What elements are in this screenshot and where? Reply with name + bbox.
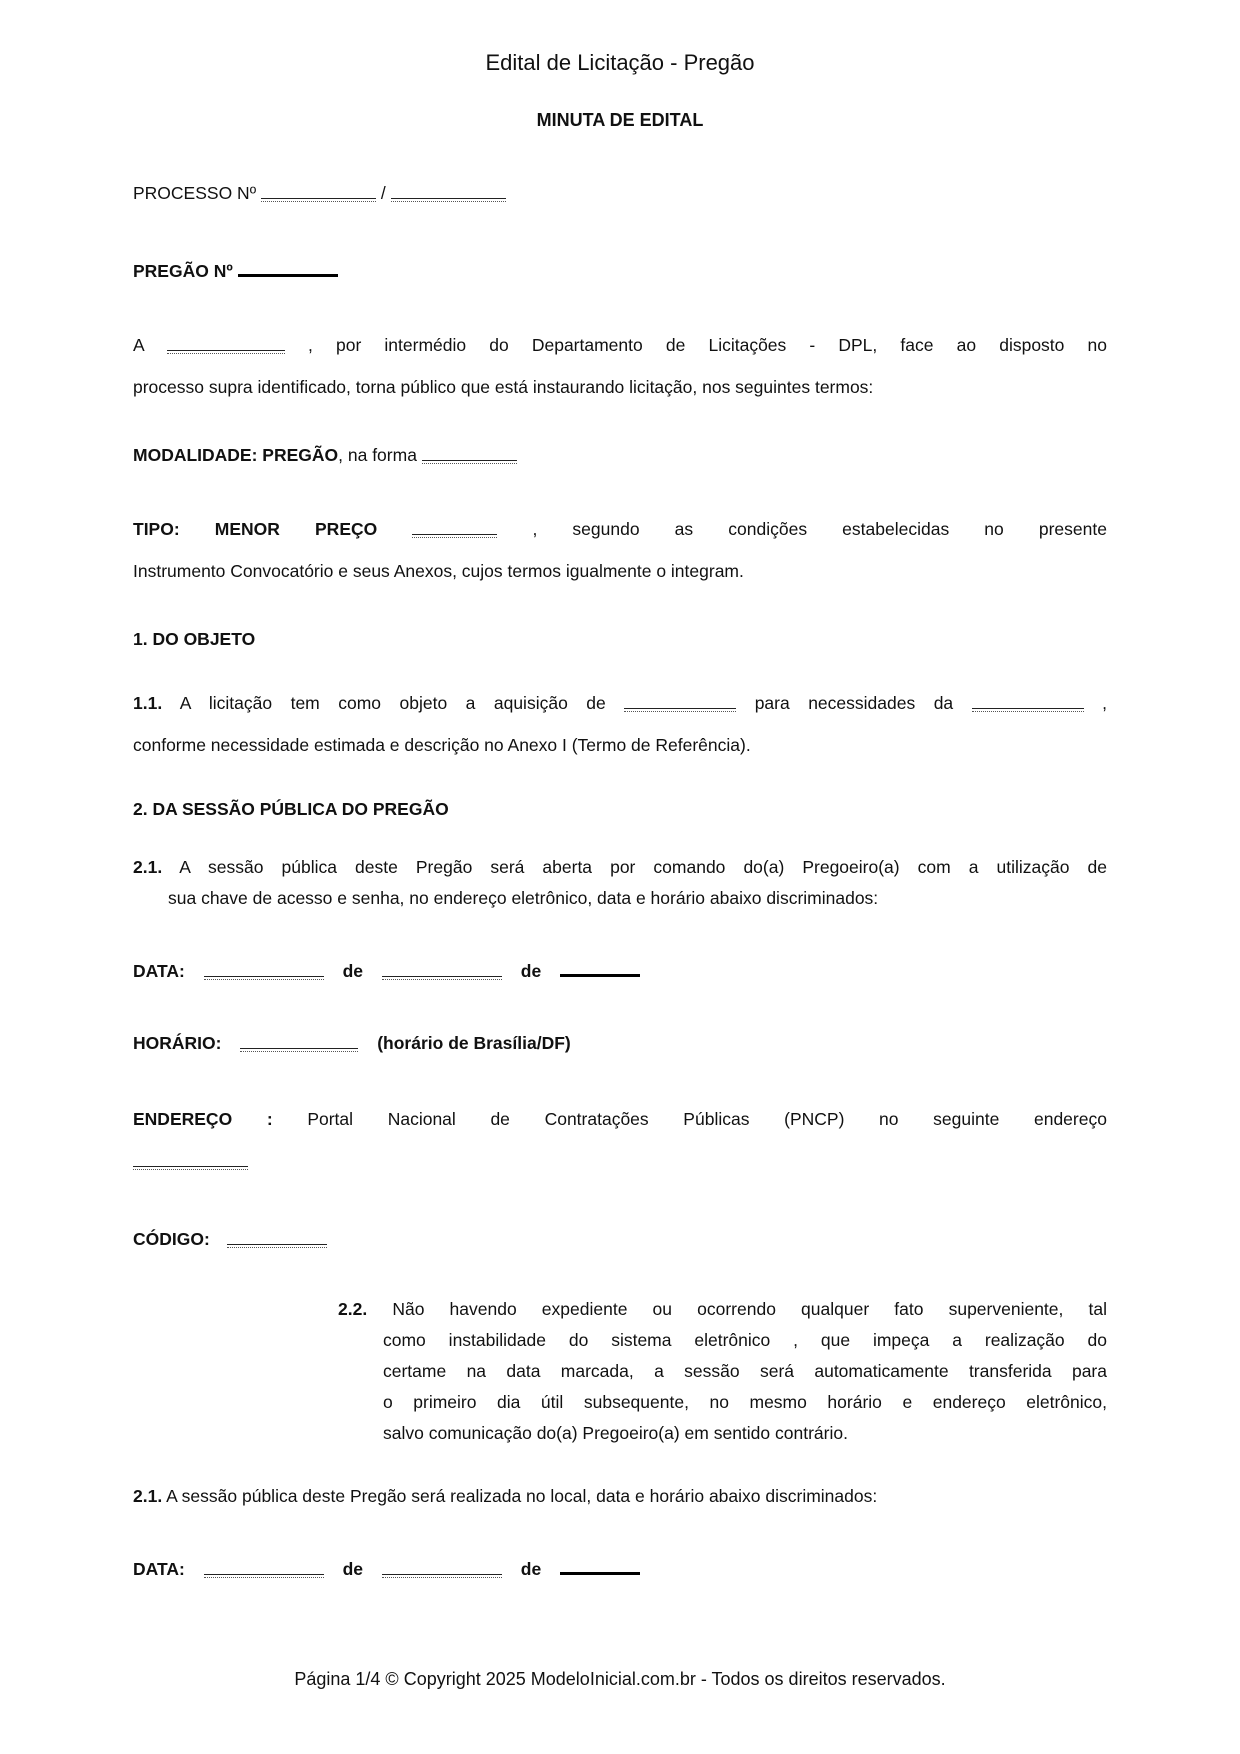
- necessidades-blank[interactable]: [972, 695, 1084, 709]
- horario-label: HORÁRIO:: [133, 1033, 222, 1053]
- processo-line: [133, 172, 1107, 214]
- intro-prefix: A: [133, 335, 144, 355]
- horario-suffix: (horário de Brasília/DF): [377, 1033, 571, 1053]
- objeto-blank[interactable]: [624, 695, 736, 709]
- endereco-line-1: [133, 1098, 1107, 1140]
- tipo-label: TIPO: MENOR PREÇO: [133, 519, 378, 539]
- clause-2-1-repeat-text: A sessão pública deste Pregão será realizada no local, data e horário abaixo discriminados:: [166, 1486, 878, 1506]
- clause-2-1-text: A sessão pública deste Pregão será aberta por comando do(a) Pregoeiro(a) com a utilização de: [179, 857, 1107, 877]
- clause-1-1-line-1: [133, 682, 1107, 724]
- tipo-blank[interactable]: [412, 521, 497, 535]
- clause-1-1-text-b: para necessidades da: [754, 693, 954, 713]
- endereco-blank[interactable]: [133, 1153, 248, 1167]
- codigo-label: CÓDIGO:: [133, 1229, 210, 1249]
- endereco-line-2: [133, 1140, 1107, 1182]
- horario-line: [133, 1022, 1107, 1064]
- data-2-de-1: de: [342, 1559, 364, 1579]
- data-2-mes-blank[interactable]: [382, 1561, 502, 1575]
- clause-2-2-line-2: como instabilidade do sistema eletrônico , que impeça a realização do: [383, 1330, 1107, 1350]
- codigo-line: [133, 1218, 1107, 1260]
- endereco-label: ENDEREÇO: [133, 1109, 233, 1129]
- data-label: DATA:: [133, 961, 185, 981]
- document-subtitle: MINUTA DE EDITAL: [536, 110, 704, 130]
- clause-1-1: [133, 682, 1107, 766]
- clause-1-1-text-c: ,: [1102, 693, 1107, 713]
- clause-2-2-line-4: o primeiro dia útil subsequente, no mesmo horário e endereço eletrônico,: [383, 1392, 1107, 1412]
- processo-number-blank-1[interactable]: [261, 185, 376, 199]
- section-1-heading: 1. DO OBJETO: [133, 629, 256, 649]
- codigo-blank[interactable]: [227, 1231, 327, 1245]
- modalidade-label: MODALIDADE: PREGÃO: [133, 445, 339, 465]
- page-title: Edital de Licitação - Pregão: [485, 50, 755, 75]
- endereco-text: Portal Nacional de Contratações Públicas (PNCP) no seguinte endereço: [307, 1109, 1107, 1129]
- section-2-heading: 2. DA SESSÃO PÚBLICA DO PREGÃO: [133, 799, 449, 819]
- endereco-colon: :: [266, 1109, 273, 1129]
- data-mes-blank[interactable]: [382, 963, 502, 977]
- processo-label: PROCESSO Nº: [133, 183, 257, 203]
- pregao-number-blank[interactable]: [238, 261, 338, 277]
- processo-number-blank-2[interactable]: [391, 185, 506, 199]
- data-2-label: DATA:: [133, 1559, 185, 1579]
- processo-separator: /: [380, 183, 386, 203]
- tipo-line-2: Instrumento Convocatório e seus Anexos, cujos termos igualmente o integram.: [133, 561, 744, 581]
- clause-1-1-line-2: conforme necessidade estimada e descrição no Anexo I (Termo de Referência).: [133, 735, 751, 755]
- intro-line-1: [133, 324, 1107, 366]
- tipo-line-1-text: , segundo as condições estabelecidas no presente: [532, 519, 1107, 539]
- data-2-ano-blank[interactable]: [560, 1559, 640, 1575]
- pregao-label: PREGÃO Nº: [133, 261, 233, 281]
- intro-line-2: processo supra identificado, torna público que está instaurando licitação, nos seguintes termos:: [133, 377, 874, 397]
- clause-2-1: [133, 852, 1107, 914]
- tipo-line-1: [133, 508, 1107, 550]
- clause-2-2-line-5: salvo comunicação do(a) Pregoeiro(a) em sentido contrário.: [383, 1423, 848, 1443]
- clause-2-1-marker: 2.1.: [133, 857, 163, 877]
- clause-2-2-line-3: certame na data marcada, a sessão será automaticamente transferida para: [383, 1361, 1107, 1381]
- modalidade-line: [133, 434, 1107, 476]
- pregao-line: [133, 250, 1107, 292]
- clause-2-2: [338, 1294, 1107, 1449]
- orgao-blank[interactable]: [167, 337, 285, 351]
- clause-2-1-repeat-marker: 2.1.: [133, 1486, 163, 1506]
- data-de-1: de: [342, 961, 364, 981]
- data-2-de-2: de: [520, 1559, 542, 1579]
- clause-2-2-line-1: [338, 1294, 1107, 1325]
- modalidade-blank[interactable]: [422, 447, 517, 461]
- page-footer: Página 1/4 © Copyright 2025 ModeloInicial.com.br - Todos os direitos reservados.: [294, 1669, 946, 1689]
- intro-paragraph: [133, 324, 1107, 408]
- clause-1-1-marker: 1.1.: [133, 693, 163, 713]
- clause-2-1-line-1: [133, 852, 1107, 883]
- clause-2-1-repeat: [133, 1481, 1107, 1512]
- tipo-paragraph: [133, 508, 1107, 592]
- clause-2-2-marker: 2.2.: [338, 1299, 368, 1319]
- horario-blank[interactable]: [240, 1035, 358, 1049]
- data-line-2: [133, 1548, 1107, 1590]
- intro-line-1-text: , por intermédio do Departamento de Licitações - DPL, face ao disposto no: [308, 335, 1107, 355]
- endereco-paragraph: [133, 1098, 1107, 1182]
- clause-1-1-text-a: A licitação tem como objeto a aquisição de: [179, 693, 606, 713]
- data-de-2: de: [520, 961, 542, 981]
- data-2-dia-blank[interactable]: [204, 1561, 324, 1575]
- data-dia-blank[interactable]: [204, 963, 324, 977]
- modalidade-text: , na forma: [338, 445, 417, 465]
- data-line-1: [133, 950, 1107, 992]
- clause-2-2-text-1: Não havendo expediente ou ocorrendo qualquer fato superveniente, tal: [392, 1299, 1107, 1319]
- data-ano-blank[interactable]: [560, 961, 640, 977]
- clause-2-1-line-2: sua chave de acesso e senha, no endereço eletrônico, data e horário abaixo discriminados:: [168, 888, 879, 908]
